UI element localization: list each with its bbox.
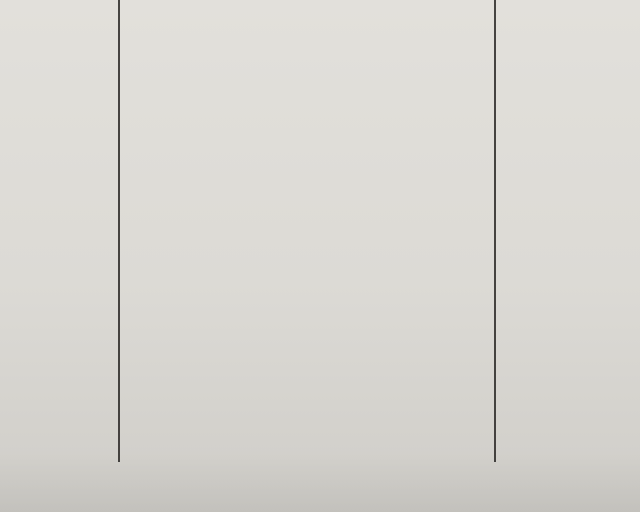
column-rule-left	[118, 0, 120, 462]
page-shadow	[0, 452, 640, 512]
column-rule-right	[494, 0, 496, 462]
